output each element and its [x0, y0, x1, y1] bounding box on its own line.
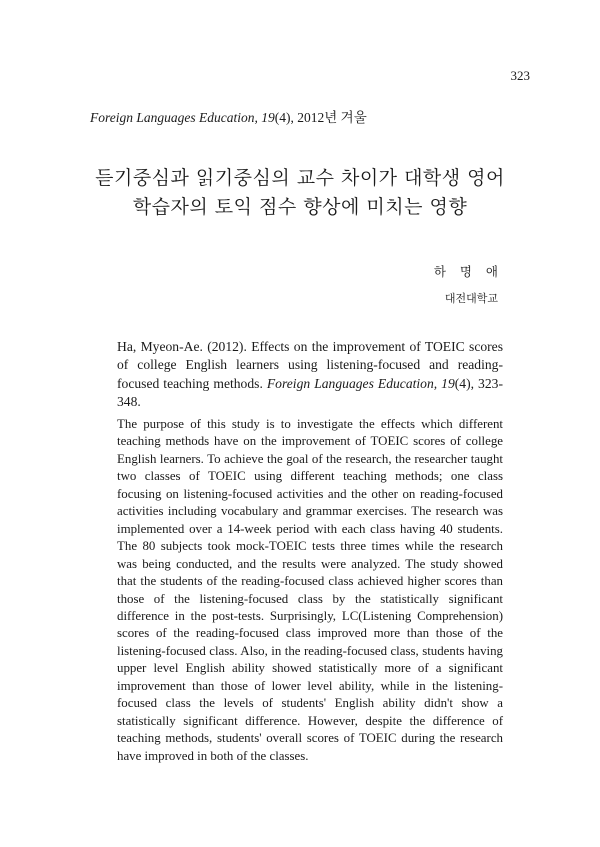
paper-title-line-1: 듣기중심과 읽기중심의 교수 차이가 대학생 영어: [95, 167, 505, 189]
author-affiliation: 대전대학교: [444, 292, 498, 305]
page-number: 323: [510, 68, 530, 83]
abstract-paragraph: The purpose of this study is to investigate the effects which different teaching methods have on the improvement of TOEIC scores of college English learners. To achieve the goal of the research, the researcher taught two classes of TOEIC using different teaching methods; one class focusing on listening-focused activities and the other on reading-focused activities including vocabulary and grammar exercises. The research was implemented over a 14-week period with each class having 40 students. The 80 subjects took mock-TOEIC tests three times while the research was being conducted, and the results were analyzed. The study showed that the students of the reading-focused class achieved higher scores than those of the listening-focused class by the statistically significant difference in the post-tests. Surprisingly, LC(Listening Comprehension) scores of the reading-focused class improved more than those of the listening-focused class. Also, in the reading-focused class, students having upper level English ability showed statistically more of a significant improvement than those of lower level ability, while in the listening-focused class the levels of students' English ability didn't show a statistically significant difference. However, despite the difference of teaching methods, students' overall scores of TOEIC during the research have improved in both of the classes.: [117, 417, 503, 763]
citation-pages: (4), 323-348.: [117, 375, 503, 410]
journal-issue-year: (4), 2012년 겨울: [274, 110, 367, 125]
author-name: 하 명 애: [433, 264, 503, 279]
citation-journal: Foreign Languages Education, 19: [266, 375, 455, 391]
author-block: [433, 262, 503, 306]
citation: [117, 338, 503, 412]
journal-header: [90, 106, 367, 126]
paper-title: [60, 164, 540, 222]
journal-name: Foreign Languages Education,: [90, 110, 258, 125]
paper-title-line-2: 학습자의 토익 점수 향상에 미치는 영향: [132, 196, 468, 218]
journal-volume: 19: [261, 110, 275, 125]
citation-text: Ha, Myeon-Ae. (2012). Effects on the improvement of TOEIC scores of college English learners using listening-focused and reading-focused teaching methods.: [117, 339, 503, 391]
